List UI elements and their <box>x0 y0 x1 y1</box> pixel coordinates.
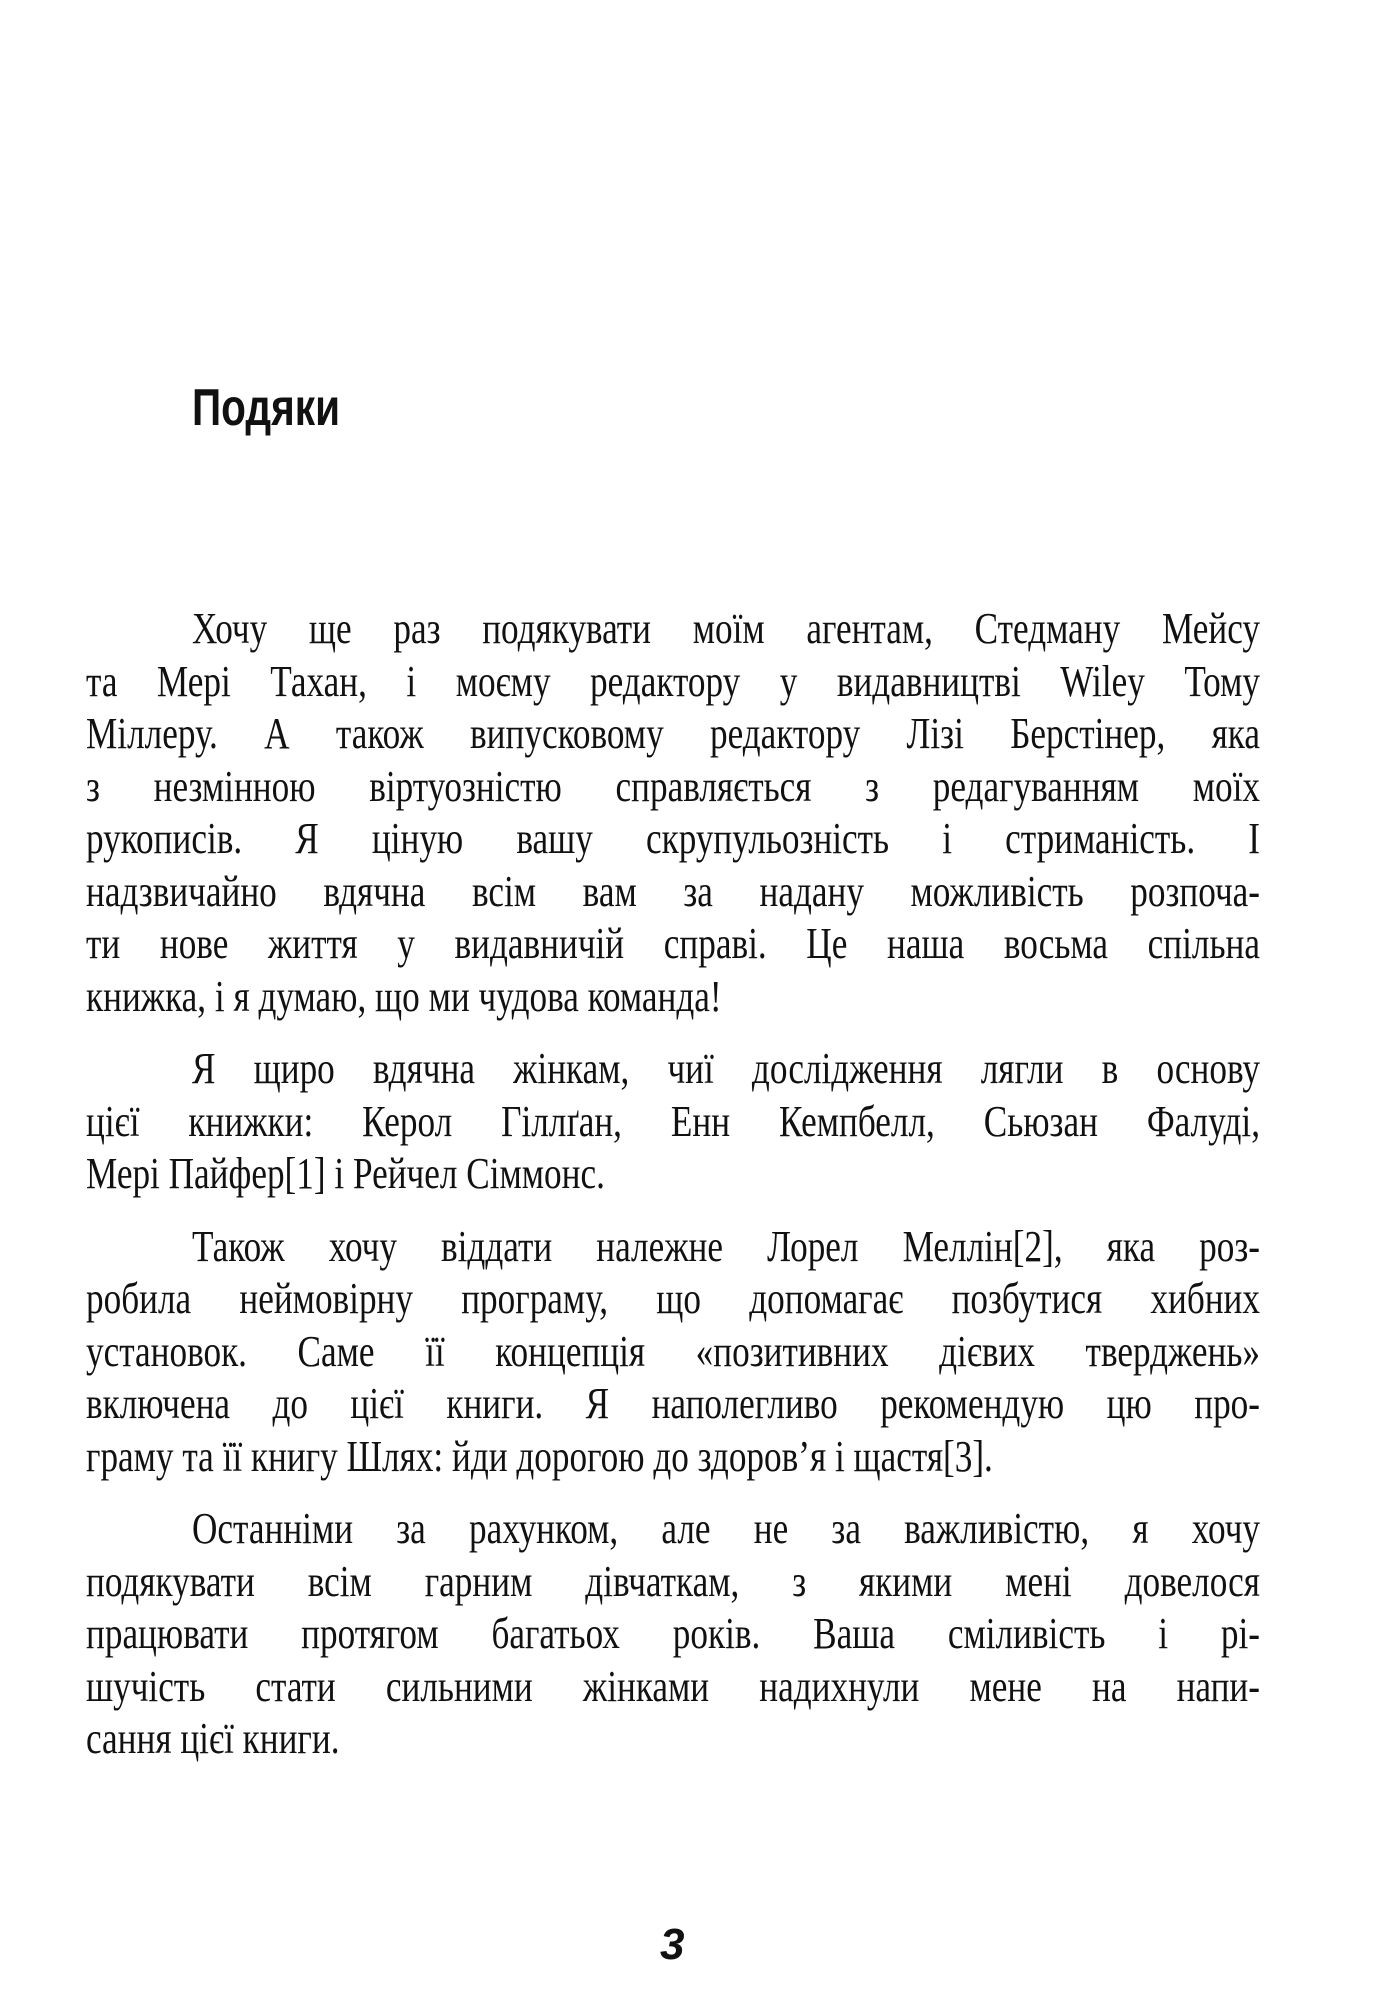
paragraph <box>86 603 1260 1023</box>
text-line: установок. Саме її концепція «позитивних дієвих тверджень» <box>86 1326 1260 1376</box>
text-line: та Мері Тахан, і моєму редактору у видавництві Wiley Тому <box>86 656 1260 706</box>
page-heading: Подяки <box>192 379 341 437</box>
text-line: Також хочу віддати належне Лорел Меллін[2], яка роз- <box>192 1221 1260 1271</box>
text-line: Останніми за рахунком, але не за важливістю, я хочу <box>192 1504 1260 1553</box>
text-line: Міллеру. А також випусковому редактору Лізі Берстінер, яка <box>86 709 1260 758</box>
text-line: надзвичайно вдячна всім вам за надану можливість розпоча- <box>86 866 1260 916</box>
body-text <box>86 603 1260 1786</box>
paragraph <box>86 1221 1260 1484</box>
text-line: сання цієї книги. <box>86 1714 340 1763</box>
page-number: 3 <box>660 1920 685 1969</box>
text-line: рукописів. Я ціную вашу скрупульозність і стриманість. І <box>86 814 1260 863</box>
text-line: включена до цієї книги. Я наполегливо рекомендую цю про- <box>86 1379 1260 1428</box>
text-line: цієї книжки: Керол Гіллґан, Енн Кемпбелл, Сьюзан Фалуді, <box>86 1096 1260 1146</box>
text-line: Я щиро вдячна жінкам, чиї дослідження лягли в основу <box>192 1044 1260 1093</box>
text-line: подякувати всім гарним дівчаткам, з якими мені довелося <box>86 1556 1260 1606</box>
text-line: Мері Пайфер[1] і Рейчел Сіммонс. <box>86 1149 605 1198</box>
paragraph <box>86 1043 1260 1201</box>
text-line: ти нове життя у видавничій справі. Це наша восьма спільна <box>86 919 1260 968</box>
text-line: Хочу ще раз подякувати моїм агентам, Стедману Мейсу <box>192 604 1260 653</box>
text-line: з незмінною віртуозністю справляється з редагуванням моїх <box>86 761 1260 811</box>
paragraph <box>86 1503 1260 1766</box>
text-line: граму та її книгу Шлях: йди дорогою до здоров’я і щастя[3]. <box>86 1431 993 1481</box>
text-line: книжка, і я думаю, що ми чудова команда! <box>86 971 722 1021</box>
text-line: шучість стати сильними жінками надихнули мене на напи- <box>86 1661 1260 1711</box>
text-line: робила неймовірну програму, що допомагає позбутися хибних <box>86 1274 1260 1323</box>
text-line: працювати протягом багатьох років. Ваша сміливість і рі- <box>86 1609 1260 1658</box>
